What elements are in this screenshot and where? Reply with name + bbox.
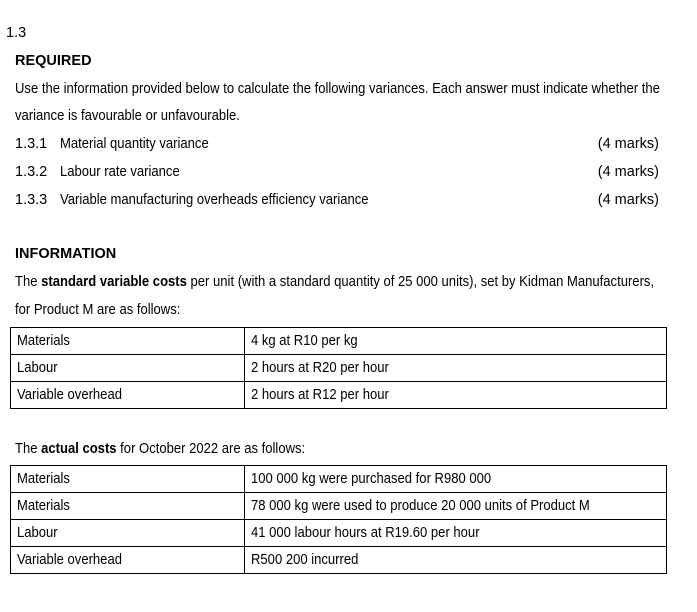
table-cell-detail: 41 000 labour hours at R19.60 per hour bbox=[245, 520, 667, 547]
table-cell-item: Materials bbox=[11, 493, 245, 520]
table-cell-item: Variable overhead bbox=[11, 547, 245, 574]
item-text: Material quantity variance bbox=[60, 136, 209, 152]
standard-intro-line-2: for Product M are as follows: bbox=[15, 302, 181, 318]
item-number: 1.3.2 bbox=[15, 164, 48, 180]
item-number: 1.3.3 bbox=[15, 192, 48, 208]
actual-costs-table bbox=[10, 465, 667, 574]
item-text: Labour rate variance bbox=[60, 164, 180, 180]
information-heading: INFORMATION bbox=[15, 246, 117, 262]
table-cell-item: Variable overhead bbox=[11, 382, 245, 409]
table-cell-detail: 2 hours at R12 per hour bbox=[245, 382, 667, 409]
table-cell-item: Materials bbox=[11, 466, 245, 493]
table-row bbox=[11, 547, 667, 574]
table-cell-item: Labour bbox=[11, 520, 245, 547]
actual-intro-bold: actual costs bbox=[41, 441, 117, 457]
standard-costs-table bbox=[10, 327, 667, 409]
table-cell-detail: R500 200 incurred bbox=[245, 547, 667, 574]
table-row bbox=[11, 466, 667, 493]
instruction-line-1: Use the information provided below to calculate the following variances. Each answer must indicate whether the bbox=[15, 81, 660, 97]
table-row bbox=[11, 355, 667, 382]
section-number: 1.3 bbox=[6, 25, 27, 41]
standard-intro-bold: standard variable costs bbox=[41, 274, 187, 290]
table-cell-detail: 4 kg at R10 per kg bbox=[245, 328, 667, 355]
table-cell-item: Labour bbox=[11, 355, 245, 382]
table-cell-detail: 100 000 kg were purchased for R980 000 bbox=[245, 466, 667, 493]
required-heading: REQUIRED bbox=[15, 53, 92, 69]
table-row bbox=[11, 328, 667, 355]
instruction-line-2: variance is favourable or unfavourable. bbox=[15, 108, 240, 124]
table-row bbox=[11, 493, 667, 520]
actual-intro: The actual costs for October 2022 are as follows: bbox=[15, 441, 306, 457]
table-cell-item: Materials bbox=[11, 328, 245, 355]
item-text: Variable manufacturing overheads efficiency variance bbox=[60, 192, 369, 208]
table-cell-detail: 78 000 kg were used to produce 20 000 units of Product M bbox=[245, 493, 667, 520]
item-marks: (4 marks) bbox=[597, 192, 659, 208]
item-number: 1.3.1 bbox=[15, 136, 48, 152]
standard-intro-line-1: The standard variable costs per unit (with a standard quantity of 25 000 units), set by Kidman Manufacturers, bbox=[15, 274, 655, 290]
item-marks: (4 marks) bbox=[597, 164, 659, 180]
item-marks: (4 marks) bbox=[597, 136, 659, 152]
table-cell-detail: 2 hours at R20 per hour bbox=[245, 355, 667, 382]
table-row bbox=[11, 382, 667, 409]
table-row bbox=[11, 520, 667, 547]
